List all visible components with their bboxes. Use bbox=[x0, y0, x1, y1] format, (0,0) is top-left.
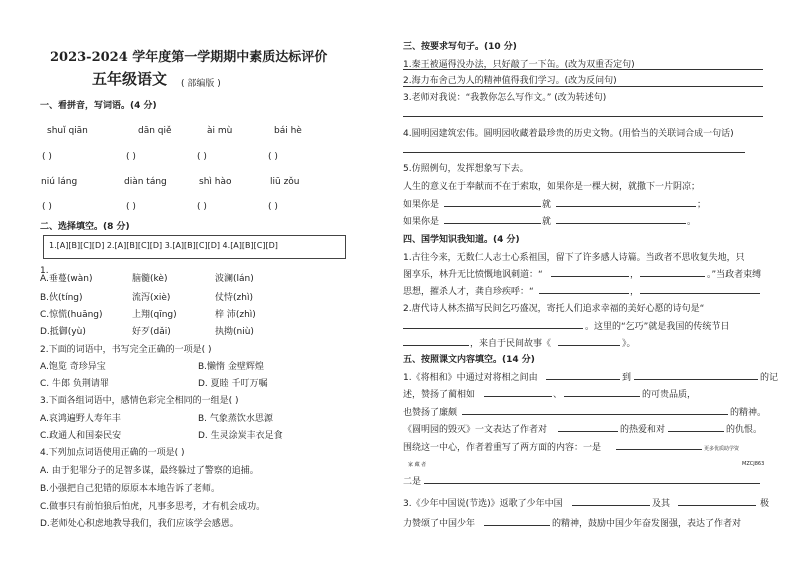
reading-2-line-3: 二是 bbox=[403, 477, 422, 487]
reading-2-end: 的仇恨。 bbox=[726, 425, 763, 435]
answer-blank[interactable] bbox=[558, 345, 620, 346]
q4-opt-c: C.做事只有前怕狼后怕虎，凡事多思考，才有机会成功。 bbox=[40, 502, 266, 512]
reading-3-mid: 及其 bbox=[652, 499, 671, 509]
watermark-code: MZCJ863 bbox=[742, 461, 765, 467]
answer-blank[interactable] bbox=[403, 345, 469, 346]
watermark-text: 更多优质助学资 bbox=[704, 446, 740, 452]
answer-blank[interactable] bbox=[403, 328, 583, 329]
sentence-5: 5.仿照例句，发挥想象写下去。 bbox=[403, 164, 529, 174]
answer-blank[interactable] bbox=[640, 276, 705, 277]
q2-text: 2.下面的词语中，书写完全正确的一项是( ) bbox=[40, 345, 212, 355]
q1-word: 流泻(xiè) bbox=[132, 293, 171, 303]
q1-opt: B.伙(tíng) bbox=[40, 293, 83, 303]
reading-1-line-3: 也赞扬了廉颇 bbox=[403, 408, 458, 418]
answer-paren[interactable]: ( ) bbox=[126, 152, 136, 162]
q1-word: 脑髓(kè) bbox=[132, 274, 168, 284]
q4-opt-b: B.小强把自己犯错的原原本本地告诉了老师。 bbox=[40, 484, 221, 494]
answer-paren[interactable]: ( ) bbox=[42, 152, 52, 162]
pinyin: ài mù bbox=[207, 126, 233, 136]
reading-1-sep: 、 bbox=[553, 390, 563, 400]
answer-blank[interactable] bbox=[668, 431, 724, 432]
q1-opt: C.惊慌(huāng) bbox=[40, 310, 103, 320]
sentence-5-prompt: 如果你是 bbox=[403, 217, 440, 227]
section-3-title: 三、按要求写句子。(10 分) bbox=[403, 42, 517, 52]
q1-word: 波澜(lán) bbox=[215, 274, 254, 284]
q2-opt-d: D. 夏睦 千叮万嘱 bbox=[198, 379, 268, 389]
answer-blank[interactable] bbox=[484, 525, 550, 526]
sentence-5-prompt: 就 bbox=[542, 200, 552, 210]
q1-label: 1. bbox=[40, 266, 49, 276]
section-4-title: 四、国学知识我知道。(4 分) bbox=[403, 235, 520, 245]
q3-opt-c: C.政通人和国泰民安 bbox=[40, 431, 122, 441]
answer-blank[interactable] bbox=[556, 206, 696, 207]
reading-3-line-2: 力赞颂了中国少年 bbox=[403, 519, 476, 529]
q4-opt-d: D.老师处心积虑地教导我们，我们应该学会感恩。 bbox=[40, 519, 239, 529]
guoxue-1-line-2: 图享乐，林升无比愤慨地讽刺道：“ bbox=[403, 270, 543, 280]
answer-blank[interactable] bbox=[546, 379, 620, 380]
q4-opt-a: A. 由于犯罪分子的足智多谋，最终躲过了警察的追捕。 bbox=[40, 466, 259, 476]
edition-label: ( 部编版 ) bbox=[181, 79, 221, 89]
q1-word: 梓 沛(zhì) bbox=[215, 310, 256, 320]
answer-blank[interactable] bbox=[572, 505, 650, 506]
answer-blank[interactable] bbox=[634, 379, 758, 380]
reading-3-line-2b: 的精神，鼓励中国少年奋发图强，表达了作者对 bbox=[552, 519, 742, 529]
guoxue-comma: ， bbox=[630, 270, 640, 280]
answer-paren[interactable]: ( ) bbox=[268, 202, 278, 212]
answer-paren[interactable]: ( ) bbox=[126, 202, 136, 212]
q1-opt: A.垂蔓(wàn) bbox=[40, 274, 93, 284]
watermark-text: 家 藏 者 bbox=[408, 462, 427, 468]
sentence-2: 2.海力布舍己为人的精神值得我们学习。(改为反问句) bbox=[403, 76, 617, 86]
reading-1-to: 到 bbox=[622, 373, 632, 383]
q1-word: 好歹(dǎi) bbox=[132, 327, 171, 337]
pinyin: bái hè bbox=[274, 126, 302, 136]
guoxue-2-line-2: 。这里的“乞巧”就是我国的传统节日 bbox=[585, 322, 730, 332]
answer-line[interactable] bbox=[403, 86, 763, 87]
guoxue-comma: ， bbox=[630, 287, 640, 297]
answer-blank[interactable] bbox=[556, 223, 686, 224]
exam-title: 2023-2024 学年度第一学期期中素质达标评价 bbox=[50, 50, 328, 65]
reading-1-line-2b: 的可贵品质， bbox=[642, 390, 697, 400]
section-2-title: 二、选择填空。(8 分) bbox=[40, 222, 130, 232]
reading-2-line-2: 围绕这一中心，作者着重写了两方面的内容：一是 bbox=[403, 443, 602, 453]
answer-paren[interactable]: ( ) bbox=[268, 152, 278, 162]
answer-line[interactable] bbox=[403, 152, 745, 153]
guoxue-1-line-2b: 。”当政者束缚 bbox=[707, 270, 762, 280]
sentence-5-prompt: ； bbox=[697, 200, 707, 210]
q1-opt: D.抵御(yù) bbox=[40, 327, 86, 337]
answer-blank[interactable] bbox=[462, 414, 728, 415]
answer-line[interactable] bbox=[403, 116, 763, 117]
sentence-5-example: 人生的意义在于奉献而不在于索取，如果你是一棵大树，就撒下一片阴凉； bbox=[403, 182, 701, 192]
answer-blank[interactable] bbox=[551, 276, 629, 277]
q2-opt-a: A.饱览 奇珍异宝 bbox=[40, 362, 106, 372]
reading-3-end: 极 bbox=[760, 499, 770, 509]
q2-opt-c: C. 牛郎 负荆请罪 bbox=[40, 379, 109, 389]
sentence-4: 4.圆明园建筑宏伟。圆明园收藏着最珍贵的历史文物。(用恰当的关联词合成一句话) bbox=[403, 129, 734, 139]
sentence-5-prompt: 如果你是 bbox=[403, 200, 440, 210]
q3-opt-a: A.哀鸿遍野人寿年丰 bbox=[40, 414, 121, 424]
answer-paren[interactable]: ( ) bbox=[197, 152, 207, 162]
answer-blank[interactable] bbox=[616, 449, 702, 450]
q1-word: 执拗(niù) bbox=[215, 327, 254, 337]
pinyin: dān qiě bbox=[138, 126, 172, 136]
pinyin: niú láng bbox=[41, 177, 78, 187]
q3-opt-d: D. 生灵涂炭丰衣足食 bbox=[198, 431, 283, 441]
sentence-5-prompt: 。 bbox=[687, 217, 697, 227]
answer-blank[interactable] bbox=[444, 206, 541, 207]
pinyin: liū zǒu bbox=[270, 177, 300, 187]
exam-subtitle: 五年级语文 bbox=[92, 70, 168, 88]
q1-word: 上翔(qīng) bbox=[132, 310, 177, 320]
reading-1-line-1: 1.《将相和》中通过对将相之间由 bbox=[403, 373, 538, 383]
guoxue-2-line-3: ，来自于民间故事《 bbox=[470, 339, 552, 349]
answer-line[interactable] bbox=[403, 69, 763, 70]
pinyin: shuǐ qiān bbox=[47, 126, 88, 136]
reading-2-line-1: 《圆明园的毁灭》一文表达了作者对 bbox=[403, 425, 548, 435]
answer-blank[interactable] bbox=[558, 431, 618, 432]
pinyin: diàn táng bbox=[124, 177, 167, 187]
q1-word: 仗恃(zhì) bbox=[215, 293, 253, 303]
answer-blank[interactable] bbox=[564, 396, 640, 397]
q2-opt-b: B.懒惰 金壁辉煌 bbox=[198, 362, 264, 372]
answer-blank[interactable] bbox=[424, 483, 760, 484]
pinyin: shì hào bbox=[199, 177, 232, 187]
q3-opt-b: B. 气象蒸饮水思源 bbox=[198, 414, 273, 424]
answer-paren[interactable]: ( ) bbox=[197, 202, 207, 212]
section-1-title: 一、看拼音，写词语。(4 分) bbox=[40, 101, 157, 111]
answer-blank[interactable] bbox=[539, 293, 629, 294]
guoxue-1-line-3: 思想，摧杀人才，龚自珍疾呼：“ bbox=[403, 287, 534, 297]
answer-blank[interactable] bbox=[678, 505, 756, 506]
answer-paren[interactable]: ( ) bbox=[42, 202, 52, 212]
sentence-5-prompt: 就 bbox=[542, 217, 552, 227]
answer-blank[interactable] bbox=[640, 293, 760, 294]
reading-1-end: 的记 bbox=[760, 373, 779, 383]
reading-1-line-3b: 的精神。 bbox=[730, 408, 767, 418]
guoxue-2-line-3b: 》。 bbox=[622, 339, 636, 349]
sentence-3: 3.老师对我说：“我教你怎么写作文。” (改为转述句) bbox=[403, 93, 607, 103]
answer-card-options[interactable]: 1.[A][B][C][D] 2.[A][B][C][D] 3.[A][B][C][D] 4.[A][B][C][D] bbox=[49, 241, 278, 250]
reading-1-line-2: 述，赞扬了蔺相如 bbox=[403, 390, 476, 400]
guoxue-2-line-1: 2.唐代诗人林杰描写民间乞巧盛况，寄托人们追求幸福的美好心愿的诗句是“ bbox=[403, 304, 705, 314]
reading-2-mid: 的热爱和对 bbox=[620, 425, 666, 435]
reading-3-line-1: 3.《少年中国说(节选)》返歌了少年中国 bbox=[403, 499, 563, 509]
answer-blank[interactable] bbox=[484, 396, 552, 397]
answer-blank[interactable] bbox=[444, 223, 541, 224]
section-5-title: 五、按照课文内容填空。(14 分) bbox=[403, 355, 535, 365]
q4-text: 4.下列加点词语使用正确的一项是( ) bbox=[40, 448, 185, 458]
sentence-1: 1.秦王被逼得没办法，只好敲了一下缶。(改为双重否定句) bbox=[403, 60, 635, 70]
q3-text: 3.下面各组词语中，感情色彩完全相同的一组是( ) bbox=[40, 396, 239, 406]
guoxue-1-line-1: 1.古往今来，无数仁人志士心系祖国，留下了许多感人诗篇。当政者不思收复失地，只 bbox=[403, 253, 745, 263]
